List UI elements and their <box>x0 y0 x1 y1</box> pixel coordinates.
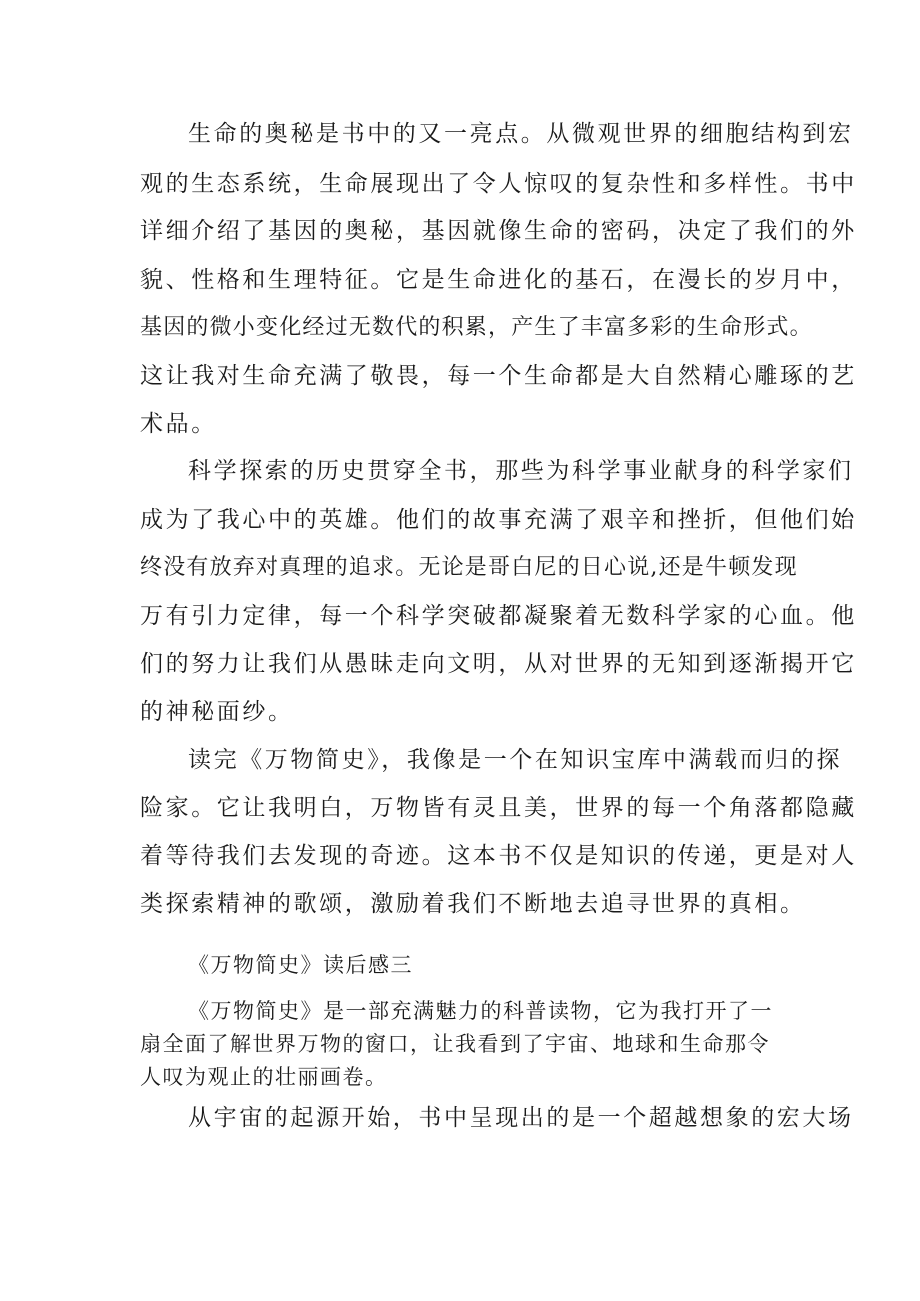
text-line: 生命的奥秘是书中的又一亮点。从微观世界的细胞结构到宏 <box>188 121 854 147</box>
text-line: 基因的微小变化经过无数代的积累，产生了丰富多彩的生命形式。 <box>140 315 813 340</box>
text-line: 观的生态系统，生命展现出了令人惊叹的复杂性和多样性。书中 <box>140 171 857 197</box>
text-line: 术品。 <box>140 411 217 437</box>
text-line: 成为了我心中的英雄。他们的故事充满了艰辛和挫折，但他们始 <box>140 507 857 533</box>
text-line: 貌、性格和生理特征。它是生命进化的基石，在漫长的岁月中， <box>140 267 857 293</box>
text-line: 们的努力让我们从愚昧走向文明，从对世界的无知到逐渐揭开它 <box>140 651 857 677</box>
text-line: 险家。它让我明白，万物皆有灵且美，世界的每一个角落都隐藏 <box>140 795 857 821</box>
text-line: 万有引力定律，每一个科学突破都凝聚着无数科学家的心血。他 <box>140 603 857 629</box>
text-line: 着等待我们去发现的奇迹。这本书不仅是知识的传递，更是对人 <box>140 843 857 869</box>
text-line: 人叹为观止的壮丽画卷。 <box>140 1065 388 1089</box>
section-heading: 《万物简史》读后感三 <box>188 953 413 977</box>
text-line: 详细介绍了基因的奥秘，基因就像生命的密码，决定了我们的外 <box>140 218 857 244</box>
text-line: 类探索精神的歌颂，激励着我们不断地去追寻世界的真相。 <box>140 891 806 917</box>
text-line: 终没有放弃对真理的追求。无论是哥白尼的日心说,还是牛顿发现 <box>140 555 798 580</box>
text-line: 读完《万物简史》，我像是一个在知识宝库中满载而归的探 <box>188 747 843 773</box>
text-line: 这让我对生命充满了敬畏，每一个生命都是大自然精心雕琢的艺 <box>140 363 857 389</box>
text-line: 从宇宙的起源开始，书中呈现出的是一个超越想象的宏大场 <box>188 1105 854 1131</box>
text-line: 科学探索的历史贯穿全书，那些为科学事业献身的科学家们 <box>188 458 854 484</box>
text-line: 《万物简史》是一部充满魅力的科普读物，它为我打开了一 <box>188 999 773 1023</box>
text-line: 扇全面了解世界万物的窗口，让我看到了宇宙、地球和生命那令 <box>140 1032 770 1056</box>
text-line: 的神秘面纱。 <box>140 699 294 725</box>
